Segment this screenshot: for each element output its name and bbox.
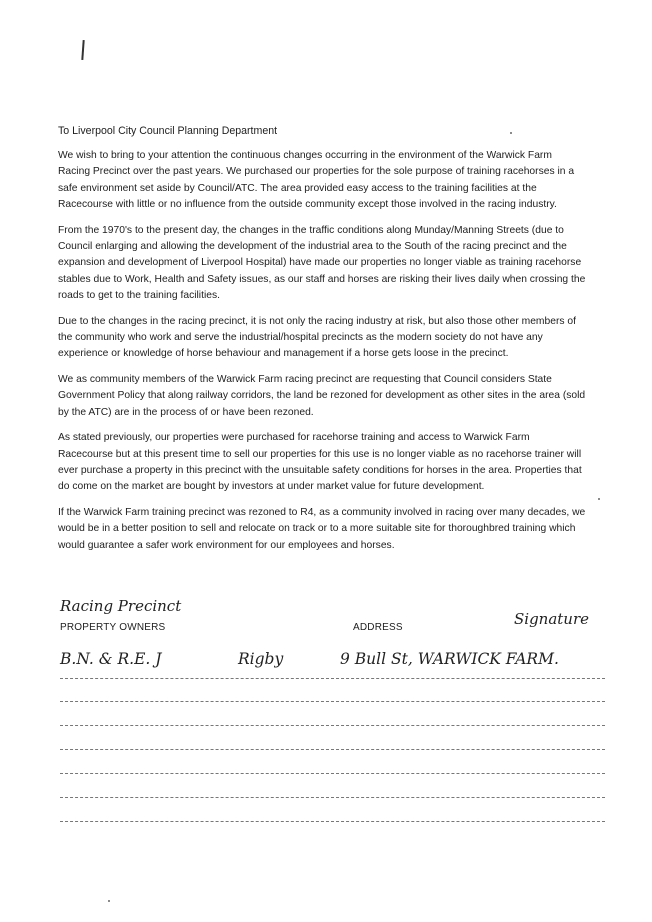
paragraph: As stated previously, our properties were purchased for racehorse training and access to Warwick Farm Racecourse but at this present time to sell our properties for this use is no longer viable as no racehorse trainer will ever purchase a property in this precinct with the unsuitable safety conditions for horses in the area. Properties that do come on the market are bought by investors at under market value for future development. xyxy=(58,432,582,493)
handwritten-signature-label: Signature xyxy=(514,610,590,628)
entry-line xyxy=(60,725,605,726)
paragraph: If the Warwick Farm training precinct was rezoned to R4, as a community involved in racing over many decades, we would be in a better position to sell and relocate on track or to a more suitable site for thoroughbred training which would guarantee a safer work environment for our employees and horses. xyxy=(58,506,586,551)
paragraph: We wish to bring to your attention the continuous changes occurring in the environment of the Warwick Farm Racing Precinct over the past years. We purchased our properties for the sole purpose of training racehorses in a safe environment set aside by Council/ATC. The area provided easy access to the training facilities at the Racecourse with little or no influence from the outside community except those involved in the racing industry. xyxy=(58,150,575,211)
owner-names: B.N. & R.E. J xyxy=(60,650,162,668)
entry-line xyxy=(60,821,605,822)
paragraph: We as community members of the Warwick Farm racing precinct are requesting that Council considers State Government Policy that along railway corridors, the land be rezoned for development as other sites in the area (sold by the ATC) are in the process of or have been rezoned. xyxy=(58,373,586,418)
address-column-label: ADDRESS xyxy=(353,622,403,633)
scan-speck xyxy=(598,498,600,500)
owner-signature: Rigby xyxy=(238,650,284,668)
entry-line xyxy=(60,678,605,679)
entry-line xyxy=(60,749,605,750)
paragraph: From the 1970's to the present day, the changes in the traffic conditions along Munday/Manning Streets (due to Council enlarging and allowing the development of the industrial area to the South of the racing precinct and the expansion and development of Liverpool Hospital) have made our properties no longer viable as training racehorse stables due to Work, Health and Safety issues, as our staff and horses are risking their lives daily when crossing the roads to get to the training facilities. xyxy=(58,224,586,302)
owners-column-label: PROPERTY OWNERS xyxy=(60,622,166,633)
scan-speck xyxy=(108,900,110,902)
pen-mark xyxy=(81,40,84,60)
handwritten-heading: Racing Precinct xyxy=(60,597,182,615)
addressee-line: To Liverpool City Council Planning Department xyxy=(58,125,278,137)
table-row xyxy=(60,650,620,676)
entry-line xyxy=(60,773,605,774)
entry-line xyxy=(60,797,605,798)
paragraph: Due to the changes in the racing precinct, it is not only the racing industry at risk, but also those other members of the community who work and serve the industrial/hospital precincts as the modern society do not have any experience or knowledge of horse behaviour and management if a horse gets loose in the precinct. xyxy=(58,315,576,360)
entry-line xyxy=(60,701,605,702)
scan-speck xyxy=(510,132,512,134)
owner-address: 9 Bull St, WARWICK FARM. xyxy=(340,650,559,668)
letter-body xyxy=(58,148,586,563)
